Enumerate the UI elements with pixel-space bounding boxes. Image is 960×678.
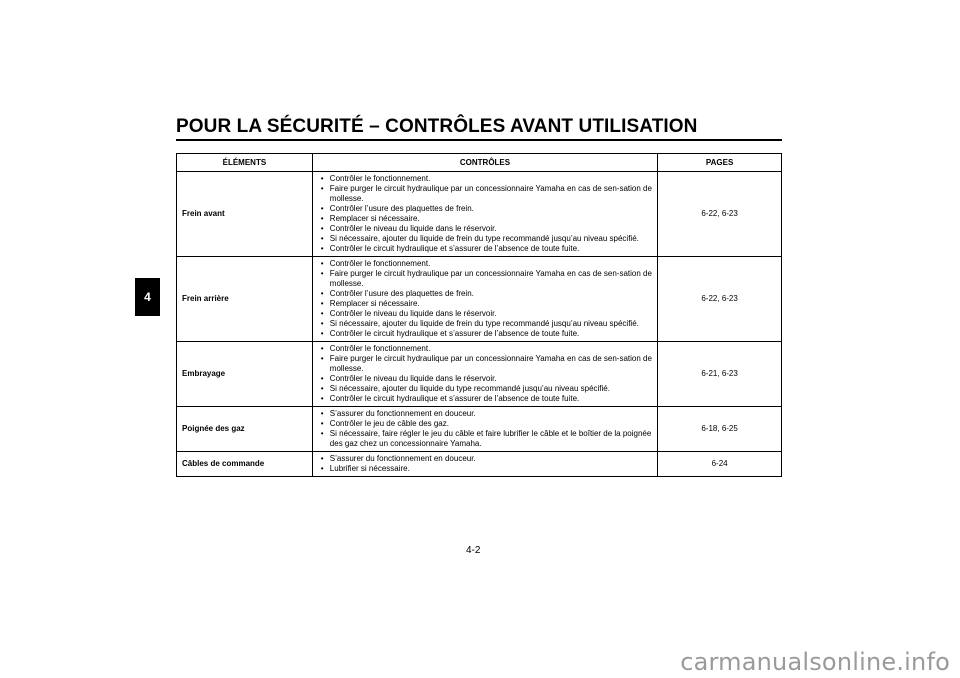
check-item: • Lubrifier si nécessaire. [318, 464, 653, 474]
check-item: • Contrôler le niveau du liquide dans le réservoir. [318, 374, 653, 384]
check-item: • Contrôler le circuit hydraulique et s’assurer de l’absence de toute fuite. [318, 329, 653, 339]
table-row [177, 452, 782, 477]
header-elements: ÉLÉMENTS [177, 154, 313, 172]
check-item: • Contrôler le niveau du liquide dans le réservoir. [318, 309, 653, 319]
table-row [177, 342, 782, 407]
check-item: • Faire purger le circuit hydraulique par un concessionnaire Yamaha en cas de sen-sation de mollesse. [318, 354, 653, 374]
table-row [177, 172, 782, 257]
table-row [177, 257, 782, 342]
row-pages: 6-18, 6-25 [658, 407, 782, 452]
table-body [177, 172, 782, 477]
row-checks [312, 407, 657, 452]
check-item: • Si nécessaire, faire régler le jeu du câble et faire lubrifier le câble et le boîtier de la poignée des gaz chez un concessionnaire Yamaha. [318, 429, 653, 449]
check-item: • Contrôler le fonctionnement. [318, 174, 653, 184]
check-item: • Faire purger le circuit hydraulique par un concessionnaire Yamaha en cas de sen-sation de mollesse. [318, 269, 653, 289]
check-item: • Si nécessaire, ajouter du liquide de frein du type recommandé jusqu’au niveau spécifié. [318, 234, 653, 244]
row-checks [312, 172, 657, 257]
check-item: • S’assurer du fonctionnement en douceur. [318, 409, 653, 419]
check-item: • Contrôler le jeu de câble des gaz. [318, 419, 653, 429]
checks-table [176, 153, 782, 477]
row-element: Frein arrière [177, 257, 313, 342]
row-pages: 6-21, 6-23 [658, 342, 782, 407]
check-item: • Si nécessaire, ajouter du liquide de frein du type recommandé jusqu’au niveau spécifié. [318, 319, 653, 329]
chapter-tab-label: 4 [144, 290, 151, 304]
table-row [177, 407, 782, 452]
row-checks [312, 342, 657, 407]
page-title: POUR LA SÉCURITÉ – CONTRÔLES AVANT UTILISATION [176, 116, 698, 137]
check-item: • Contrôler le fonctionnement. [318, 344, 653, 354]
page-number: 4-2 [466, 545, 481, 556]
check-item: • Contrôler le circuit hydraulique et s’assurer de l’absence de toute fuite. [318, 394, 653, 404]
row-element: Frein avant [177, 172, 313, 257]
header-pages: PAGES [658, 154, 782, 172]
check-item: • Remplacer si nécessaire. [318, 299, 653, 309]
row-element: Poignée des gaz [177, 407, 313, 452]
check-item: • Contrôler l’usure des plaquettes de frein. [318, 289, 653, 299]
row-element: Embrayage [177, 342, 313, 407]
table-header-row [177, 154, 782, 172]
check-item: • Si nécessaire, ajouter du liquide du type recommandé jusqu’au niveau spécifié. [318, 384, 653, 394]
row-pages: 6-22, 6-23 [658, 257, 782, 342]
row-element: Câbles de commande [177, 452, 313, 477]
row-pages: 6-22, 6-23 [658, 172, 782, 257]
chapter-tab [135, 278, 160, 316]
check-item: • Remplacer si nécessaire. [318, 214, 653, 224]
check-item: • Contrôler le fonctionnement. [318, 259, 653, 269]
check-item: • Contrôler l’usure des plaquettes de frein. [318, 204, 653, 214]
title-rule [176, 139, 782, 141]
check-item: • S’assurer du fonctionnement en douceur. [318, 454, 653, 464]
row-pages: 6-24 [658, 452, 782, 477]
watermark: carmanualsonline.info [680, 648, 950, 676]
header-checks: CONTRÔLES [312, 154, 657, 172]
check-item: • Faire purger le circuit hydraulique par un concessionnaire Yamaha en cas de sen-sation de mollesse. [318, 184, 653, 204]
row-checks [312, 452, 657, 477]
check-item: • Contrôler le circuit hydraulique et s’assurer de l’absence de toute fuite. [318, 244, 653, 254]
check-item: • Contrôler le niveau du liquide dans le réservoir. [318, 224, 653, 234]
row-checks [312, 257, 657, 342]
